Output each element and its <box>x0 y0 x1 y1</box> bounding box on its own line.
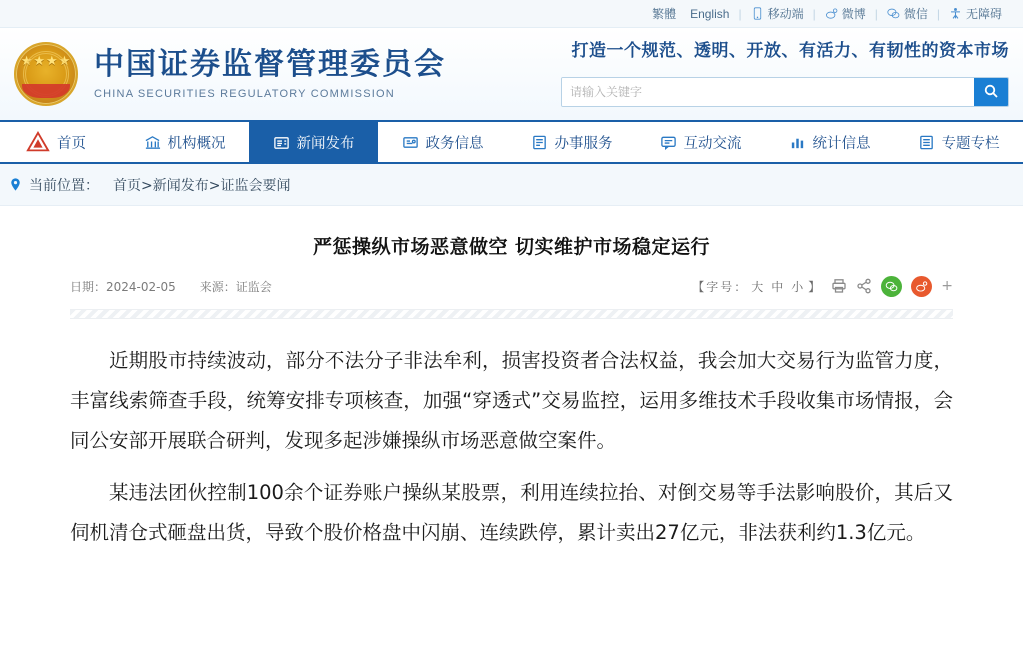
weibo-link[interactable] <box>825 5 866 22</box>
print-icon[interactable] <box>831 278 847 294</box>
article-meta <box>70 275 953 297</box>
sidebar-item-organization[interactable] <box>120 122 249 162</box>
article-container <box>0 206 1023 553</box>
breadcrumb-path[interactable]: 首页>新闻发布>证监会要闻 <box>113 177 291 194</box>
topbar-divider-2: | <box>812 6 816 21</box>
search-box[interactable] <box>561 77 1009 107</box>
article-tools <box>692 276 953 297</box>
nav-label-government-info: 政务信息 <box>425 135 484 152</box>
accessibility-label: 无障碍 <box>965 7 1002 21</box>
article-date-value: 2024-02-05 <box>106 279 176 294</box>
site-slogan: 打造一个规范、透明、开放、有活力、有韧性的资本市场 <box>571 41 1009 61</box>
bank-icon <box>144 134 161 151</box>
site-title-en: CHINA SECURITIES REGULATORY COMMISSION <box>94 88 395 101</box>
breadcrumb <box>0 164 1023 206</box>
news-icon <box>273 134 290 151</box>
mobile-label: 移动端 <box>767 7 804 21</box>
font-size-large[interactable]: 大 <box>751 279 766 294</box>
wechat-icon <box>887 7 900 20</box>
search-button[interactable] <box>974 77 1008 107</box>
chat-icon <box>660 134 677 151</box>
font-size-switcher <box>692 278 822 295</box>
nav-label-statistics: 统计信息 <box>812 135 871 152</box>
accessibility-link[interactable] <box>949 5 1002 22</box>
sidebar-item-news[interactable] <box>249 122 378 162</box>
weibo-icon <box>825 7 838 20</box>
sidebar-item-columns[interactable] <box>894 122 1023 162</box>
article-paragraph-1: 近期股市持续波动，部分不法分子非法牟利，损害投资者合法权益，我会加大交易行为监管力度，丰富线索筛查手段，统筹安排专项核查，加强“穿透式”交易监控，运用多维技术手段收集市场情报，会同公安部开展联合研判，发现多起涉嫌操纵市场恶意做空案件。 <box>70 349 953 452</box>
mobile-link[interactable] <box>751 5 804 22</box>
lang-traditional-link[interactable]: 繁體 <box>652 7 677 21</box>
top-utility-bar <box>0 0 1023 28</box>
emblem-stars: ★★★★ <box>20 53 72 68</box>
nav-label-interaction: 互动交流 <box>683 135 742 152</box>
site-header <box>0 28 1023 120</box>
nav-label-columns: 专题专栏 <box>941 135 1000 152</box>
wechat-share-icon[interactable] <box>881 276 902 297</box>
more-share-button[interactable]: + <box>941 278 953 294</box>
accessibility-icon <box>949 7 962 20</box>
location-pin-icon <box>8 177 23 192</box>
font-size-label-end: 】 <box>808 279 823 294</box>
service-icon <box>531 134 548 151</box>
topbar-divider: | <box>738 6 742 21</box>
article-paragraph-2: 某违法团伙控制100余个证券账户操纵某股票，利用连续拉抬、对倒交易等手法影响股价，其后又伺机清仓式砸盘出货，导致个股价格盘中闪崩、连续跌停，累计卖出27亿元，非法获利约1.3亿元。 <box>70 480 953 544</box>
mobile-icon <box>751 7 764 20</box>
home-logo-icon <box>26 131 50 153</box>
sidebar-item-services[interactable] <box>507 122 636 162</box>
weibo-label: 微博 <box>841 7 866 21</box>
article-source-value: 证监会 <box>235 279 272 294</box>
government-icon <box>402 134 419 151</box>
article-source <box>200 278 272 295</box>
article-date-label: 日期： <box>70 279 107 294</box>
sidebar-item-home[interactable] <box>0 122 120 162</box>
font-size-label: 【字号： <box>692 279 749 294</box>
font-size-small[interactable]: 小 <box>791 279 806 294</box>
font-size-medium[interactable]: 中 <box>771 279 786 294</box>
article-divider <box>70 309 953 319</box>
search-input[interactable] <box>562 78 974 106</box>
column-icon <box>918 134 935 151</box>
article-source-label: 来源： <box>199 279 236 294</box>
weibo-share-icon[interactable] <box>911 276 932 297</box>
header-right <box>561 36 1009 107</box>
nav-label-home: 首页 <box>57 135 86 152</box>
wechat-label: 微信 <box>903 7 928 21</box>
article-body <box>70 341 953 553</box>
emblem-band <box>22 84 70 98</box>
lang-english-link[interactable]: English <box>690 6 730 21</box>
breadcrumb-label: 当前位置： <box>29 177 99 194</box>
national-emblem-icon <box>14 42 78 106</box>
nav-label-services: 办事服务 <box>554 135 613 152</box>
sidebar-item-government-info[interactable] <box>378 122 507 162</box>
nav-label-organization: 机构概况 <box>167 135 226 152</box>
topbar-divider-4: | <box>936 6 940 21</box>
article-meta-left <box>70 278 272 295</box>
topbar-divider-3: | <box>874 6 878 21</box>
nav-label-news: 新闻发布 <box>296 135 355 152</box>
sidebar-item-statistics[interactable] <box>765 122 894 162</box>
article-date <box>70 278 176 295</box>
sidebar-item-interaction[interactable] <box>636 122 765 162</box>
site-title-block <box>94 48 446 101</box>
site-title-cn: 中国证券监督管理委员会 <box>94 46 446 82</box>
share-icon[interactable] <box>856 278 872 294</box>
page-title: 严惩操纵市场恶意做空 切实维护市场稳定运行 <box>312 236 711 258</box>
chart-icon <box>789 134 806 151</box>
search-icon <box>983 83 999 102</box>
wechat-link[interactable] <box>887 5 928 22</box>
main-nav <box>0 120 1023 164</box>
